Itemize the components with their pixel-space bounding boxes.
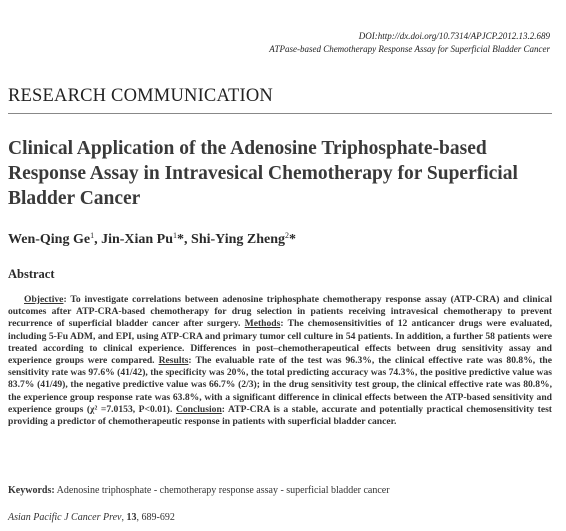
- abstract-body: [8, 294, 552, 428]
- keywords-label: Keywords:: [8, 485, 55, 496]
- author-name: Jin-Xian Pu: [101, 232, 174, 247]
- abstract-heading: Abstract: [8, 267, 55, 281]
- journal-name: Asian Pacific J Cancer Prev: [8, 512, 122, 523]
- objective-label: Objective: [24, 294, 64, 305]
- journal-citation: [8, 512, 175, 523]
- author-name: Wen-Qing Ge: [8, 232, 91, 247]
- doi-link[interactable]: DOI:http://dx.doi.org/10.7314/APJCP.2012.13.2.689: [358, 31, 550, 41]
- author-name: Shi-Ying Zheng: [191, 232, 286, 247]
- journal-volume: 13: [126, 512, 137, 523]
- journal-pages: , 689-692: [136, 512, 175, 523]
- author-affiliation: 2: [285, 231, 290, 240]
- section-divider: [8, 113, 552, 114]
- author-separator: *,: [177, 232, 192, 247]
- author-separator: ,: [94, 232, 102, 247]
- section-label: RESEARCH COMMUNICATION: [8, 86, 273, 106]
- conclusion-text: : ATP-CRA is a stable, accurate and potentially practical chemosensitivity test providing a predictor of chemotherapeutic response in patients with superficial bladder cancer.: [8, 403, 552, 428]
- results-label: Results: [158, 355, 189, 367]
- author-affiliation: 1: [90, 231, 95, 240]
- conclusion-label: Conclusion: [175, 403, 222, 415]
- keywords-text: Adenosine triphosphate - chemotherapy response assay - superficial bladder cancer: [54, 485, 390, 496]
- objective-text: : To investigate correlations between adenosine triphosphate chemotherapy response assay (ATP-CRA) and clinical outcomes after ATP-CRA-based chemotherapy for drug selection in patients receiving intravesical chemotherapy to prevent recurrence of superficial bladder cancer after surgery.: [8, 294, 552, 330]
- running-title: ATPase-based Chemotherapy Response Assay for Superficial Bladder Cancer: [269, 44, 550, 54]
- results-text: : The evaluable rate of the test was 96.3%, the clinical effective rate was 80.8%, the sensitivity rate was 97.6% (41/42), the specificity was 20%, the total predicting accuracy was 74.3%, the positive predictive value was 83.7% (41/49), the negative predictive value was 66.7% (2/3); in the drug sensitivity test group, the clinical effective rate was 80.8%, the experience group response rate was 63.8%, with a significant difference in clinical effects between the ATP-based sensitivity and experience groups (χ² =7.0153, P<0.01).: [8, 355, 552, 415]
- methods-label: Methods: [244, 318, 281, 330]
- header-meta: [269, 30, 550, 56]
- citation-separator: ,: [121, 512, 127, 523]
- keywords: [8, 485, 390, 496]
- author-list: [8, 231, 296, 248]
- author-affiliation: 1: [173, 231, 178, 240]
- author-separator: *: [289, 232, 297, 247]
- article-title: Clinical Application of the Adenosine Triphosphate-based Response Assay in Intravesical Chemotherapy for Superficial Bladder Cancer: [8, 138, 518, 209]
- methods-text: : The chemosensitivities of 12 anticancer drugs were evaluated, including 5-Fu ADM, and EPI, using ATP-CRA and primary tumor cell culture in 54 patients. In addition, a further 58 patients were treated according to clinical experience. Differences in post–chemotherapeutical effects between drug sensitivity assay and experience groups were compared.: [8, 318, 552, 367]
